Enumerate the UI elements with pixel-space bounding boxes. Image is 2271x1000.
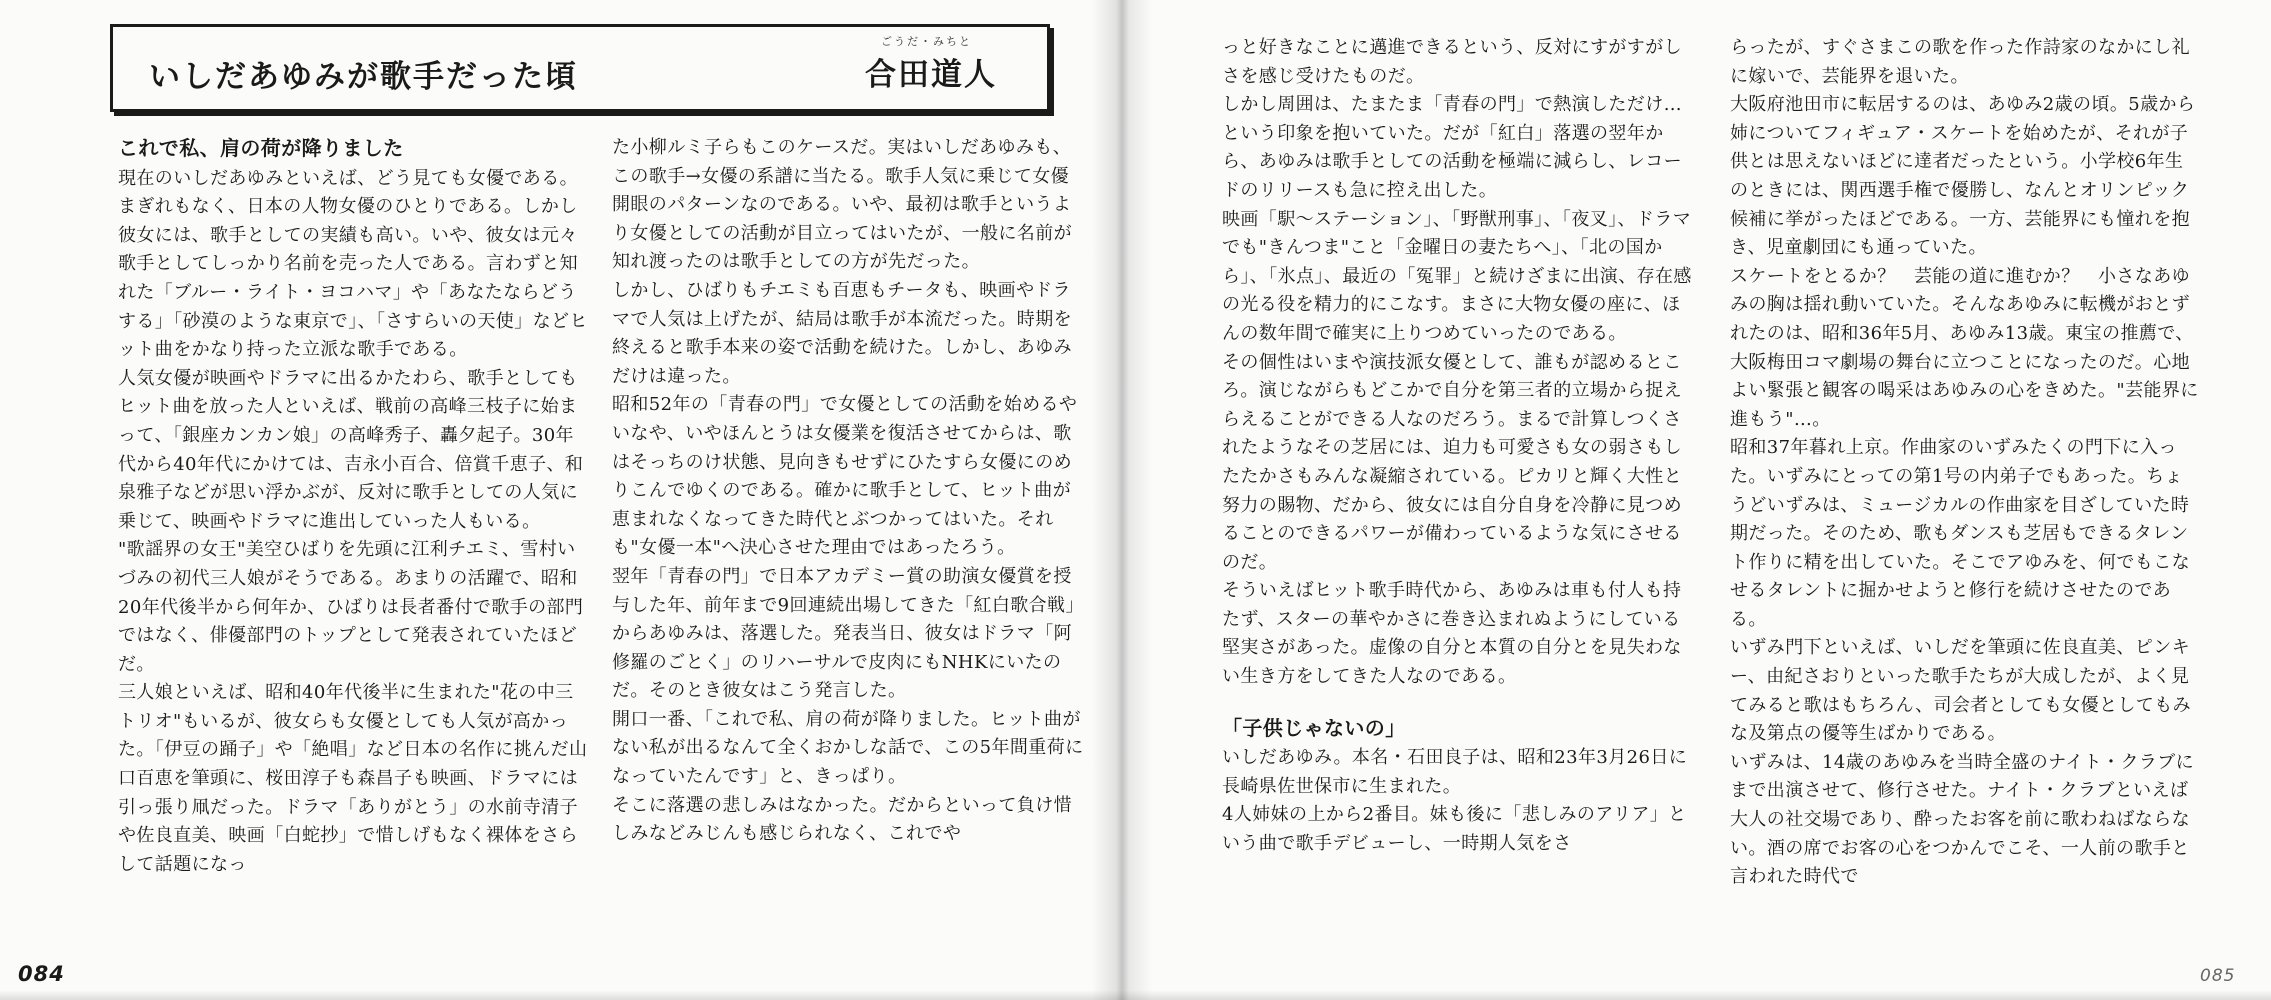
right-column-2 xyxy=(1730,34,2200,984)
paragraph: た小柳ルミ子らもこのケースだ。実はいしだあゆみも、この歌手→女優の系譜に当たる。歌手人気に乗じて女優開眼のパターンなのである。いや、最初は歌手というより女優としての活動が目立ってはいたが、一般に名前が知れ渡ったのは歌手としての方が先だった。 xyxy=(612,137,1072,273)
paragraph: しかし、ひばりもチエミも百恵もチータも、映画やドラマで人気は上げたが、結局は歌手が本流だった。時期を終えると歌手本来の姿で活動を続けた。しかし、あゆみだけは違った。 xyxy=(612,279,1072,387)
paragraph: そこに落選の悲しみはなかった。だからといって負け惜しみなどみじんも感じられなく、これでや xyxy=(612,794,1072,845)
paragraph: 映画「駅〜ステーション」、「野獣刑事」、「夜叉」、ドラマでも"きんつま"こと「金曜日の妻たちへ」、「北の国から」、「氷点」、最近の「冤罪」と続けざまに出演、存在感の光る役を精力的にこなす。まさに大物女優の座に、ほんの数年間で確実に上りつめていったのである。 xyxy=(1222,208,1692,344)
paragraph: 4人姉妹の上から2番目。妹も後に「悲しみのアリア」という曲で歌手デビューし、一時期人気をさ xyxy=(1222,804,1687,855)
article-title: いしだあゆみが歌手だった頃 xyxy=(149,59,578,95)
paragraph: 人気女優が映画やドラマに出るかたわら、歌手としてもヒット曲を放った人といえば、戦前の高峰三枝子に始まって、「銀座カンカン娘」の高峰秀子、轟夕起子。30年代から40年代にかけては、吉永小百合、倍賞千恵子、和泉雅子などが思い浮かぶが、反対に歌手としての人気に乗じて、映画やドラマに進出していった人もいる。 xyxy=(118,367,584,532)
paragraph: 翌年「青春の門」で日本アカデミー賞の助演女優賞を授与した年、前年まで9回連続出場してきた「紅白歌合戦」からあゆみは、落選した。発表当日、彼女はドラマ「阿修羅のごとく」のリハーサルで皮肉にもNHKにいたのだ。そのとき彼女はこう発言した。 xyxy=(612,565,1084,702)
paragraph: その個性はいまや演技派女優として、誰もが認めるところ。演じながらもどこかで自分を第三者的立場から捉えらえることができる人なのだろう。まるで計算しつくされたようなその芝居には、迫力も可愛さも女の弱さもしたたかさもみんな凝縮されている。ピカリと輝く大性と努力の賜物、だから、彼女には自分自身を冷静に見つめることのできるパワーが備わっているような気にさせるのだ。 xyxy=(1222,351,1682,573)
section-heading: 「子供じゃないの」 xyxy=(1222,715,1406,740)
author-name: 合田道人 xyxy=(865,57,997,93)
right-column-1 xyxy=(1222,34,1694,984)
paragraph: 昭和37年暮れ上京。作曲家のいずみたくの門下に入った。いずみにとっての第1号の内弟子でもあった。ちょうどいずみは、ミュージカルの作曲家を目ざしていた時期だった。そのため、歌もダンスも芝居もできるタレント作りに精を出していた。そこでアゆみを、何でもこなせるタレントに掘かせようと修行を続けさせたのである。 xyxy=(1730,437,2190,630)
paragraph: スケートをとるか？ 芸能の道に進むか？ 小さなあゆみの胸は揺れ動いていた。そんなあゆみに転機がおとずれたのは、昭和36年5月、あゆみ13歳。東宝の推薦で、大阪梅田コマ劇場の舞台に立つことになったのだ。心地よい緊張と観客の喝采はあゆみの心をきめた。"芸能界に進もう"…。 xyxy=(1730,265,2199,430)
page-edge-shadow xyxy=(0,990,1118,1000)
left-column-1 xyxy=(118,134,590,954)
paragraph: 昭和52年の「青春の門」で女優としての活動を始めるやいなや、いやほんとうは女優業を復活させてからは、歌はそっちのけ状態、見向きもせずにひたすら女優にのめりこんでゆくのである。確かに歌手として、ヒット曲が恵まれなくなってきた時代とぶつかってはいた。それも"女優一本"へ決心させた理由ではあったろう。 xyxy=(612,394,1078,559)
page-number-right: 085 xyxy=(2200,966,2236,986)
paragraph: しかし周囲は、たまたま「青春の門」で熱演しただけ…という印象を抱いていた。だが「紅白」落選の翌年から、あゆみは歌手としての活動を極端に減らし、レコードのリリースも急に控え出した。 xyxy=(1222,94,1682,201)
paragraph: いずみ門下といえば、いしだを筆頭に佐良直美、ピンキー、由紀さおりといった歌手たちが大成したが、よく見てみると歌はもちろん、司会者としても女優としてもみな及第点の優等生ばかりである。 xyxy=(1730,637,2192,745)
left-page xyxy=(0,0,1118,1000)
paragraph: いずみは、14歳のあゆみを当時全盛のナイト・クラブにまで出演させて、修行させた。ナイト・クラブといえば大人の社交場であり、酔ったお客を前に歌わねばならない。酒の席でお客の心をつかんでこそ、一人前の歌手と言われた時代で xyxy=(1730,751,2195,888)
article-title-box xyxy=(110,24,1050,112)
page-edge-shadow xyxy=(1118,990,2271,1000)
paragraph: そういえばヒット歌手時代から、あゆみは車も付人も持たず、スターの華やかさに巻き込まれぬようにしている堅実さがあった。虚像の自分と本質の自分とを見失わない生き方をしてきた人なのである。 xyxy=(1222,580,1682,688)
paragraph: らったが、すぐさまこの歌を作った作詩家のなかにし礼に嫁いで、芸能界を退いた。 xyxy=(1730,37,2190,87)
paragraph: 三人娘といえば、昭和40年代後半に生まれた"花の中三トリオ"もいるが、彼女らも女優としても人気が高かった。「伊豆の踊子」や「絶唱」など日本の名作に挑んだ山口百恵を筆頭に、桜田淳子も森昌子も映画、ドラマには引っ張り凧だった。ドラマ「ありがとう」の水前寺清子や佐良直美、映画「白蛇抄」で惜しげもなく裸体をさらして話題になっ xyxy=(118,682,588,875)
page-number-left: 084 xyxy=(18,962,65,986)
paragraph: "歌謡界の女王"美空ひばりを先頭に江利チエミ、雪村いづみの初代三人娘がそうである。あまりの活躍で、昭和20年代後半から何年か、ひばりは長者番付で歌手の部門ではなく、俳優部門のトップとして発表されていたほどだ。 xyxy=(118,539,584,675)
paragraph: いしだあゆみ。本名・石田良子は、昭和23年3月26日に長崎県佐世保市に生まれた。 xyxy=(1222,747,1688,797)
paragraph: 開口一番、「これで私、肩の荷が降りました。ヒット曲がない私が出るなんて全くおかしな話で、この5年間重荷になっていたんです」と、きっぱり。 xyxy=(612,708,1084,788)
right-page xyxy=(1118,0,2271,1000)
section-heading: これで私、肩の荷が降りました xyxy=(118,136,404,160)
left-column-2 xyxy=(612,134,1084,954)
paragraph: 大阪府池田市に転居するのは、あゆみ2歳の頃。5歳から姉についてフィギュア・スケートを始めたが、それが子供とは思えないほどに達者だったという。小学校6年生のときには、関西選手権で優勝し、なんとオリンピック候補に挙がったほどである。一方、芸能界にも憧れを抱き、児童劇団にも通っていた。 xyxy=(1730,94,2196,259)
paragraph: っと好きなことに邁進できるという、反対にすがすがしさを感じ受けたものだ。 xyxy=(1222,37,1682,87)
author-ruby: ごうだ・みちと xyxy=(881,35,972,48)
paragraph: 現在のいしだあゆみといえば、どう見ても女優である。まぎれもなく、日本の人物女優のひとりである。しかし彼女には、歌手としての実績も高い。いや、彼女は元々歌手としてしっかり名前を売った人である。言わずと知れた「ブルー・ライト・ヨコハマ」や「あなたならどうする」「砂漠のような東京で」、「さすらいの天使」などヒット曲をかなり持った立派な歌手である。 xyxy=(118,167,588,361)
